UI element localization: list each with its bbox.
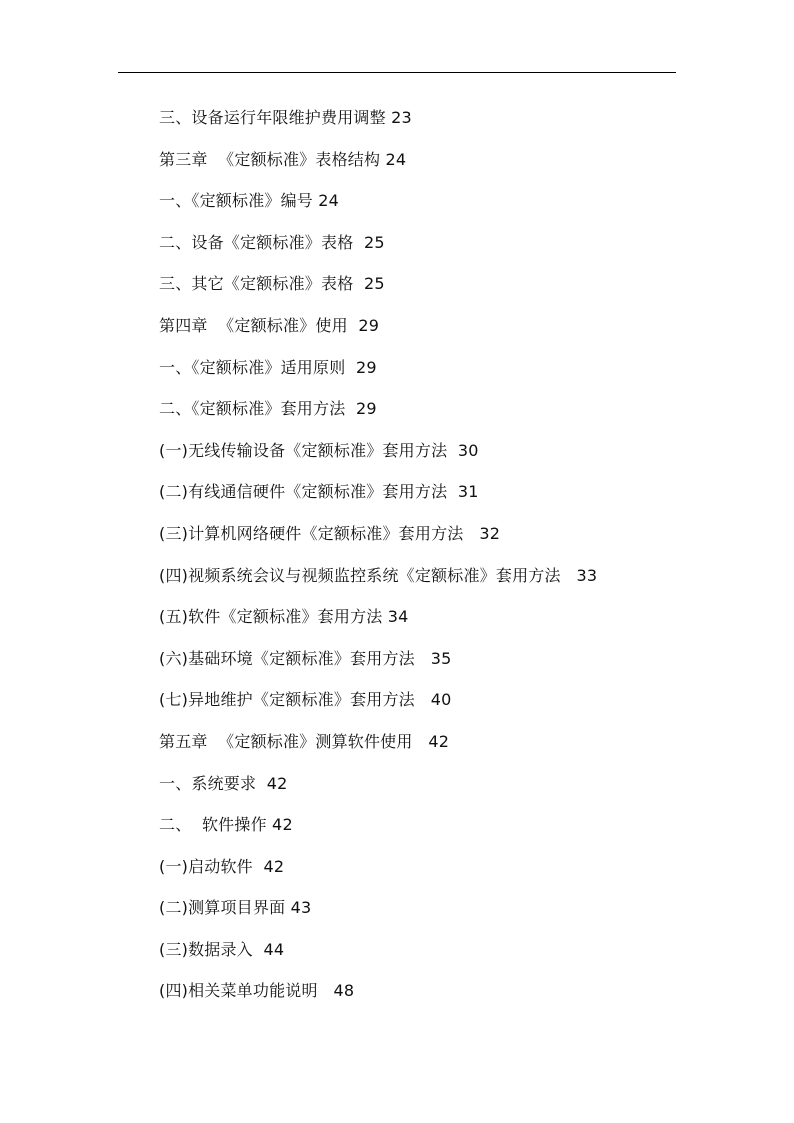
toc-entry[interactable]: 三、其它《定额标准》表格 25: [159, 274, 385, 294]
toc-entry[interactable]: (三)计算机网络硬件《定额标准》套用方法 32: [159, 523, 501, 543]
toc-entry[interactable]: (三)数据录入 44: [159, 939, 285, 959]
header-rule: [118, 72, 676, 73]
toc-entry[interactable]: (一)启动软件 42: [159, 856, 285, 876]
toc-entry[interactable]: 二、 软件操作 42: [159, 815, 293, 835]
toc-entry[interactable]: (五)软件《定额标准》套用方法 34: [159, 607, 409, 627]
toc-entry[interactable]: (二)有线通信硬件《定额标准》套用方法 31: [159, 482, 479, 502]
toc-entry[interactable]: 二、《定额标准》套用方法 29: [159, 399, 377, 419]
toc-entry[interactable]: 第三章 《定额标准》表格结构 24: [159, 149, 407, 169]
toc-entry[interactable]: (四)相关菜单功能说明 48: [159, 981, 355, 1001]
table-of-contents: [159, 97, 719, 1012]
toc-entry[interactable]: 一、《定额标准》适用原则 29: [159, 357, 377, 377]
toc-entry[interactable]: (二)测算项目界面 43: [159, 898, 312, 918]
toc-entry[interactable]: 第五章 《定额标准》测算软件使用 42: [159, 731, 450, 751]
toc-entry[interactable]: 第四章 《定额标准》使用 29: [159, 315, 380, 335]
toc-entry[interactable]: 一、《定额标准》编号 24: [159, 191, 340, 211]
toc-entry[interactable]: (一)无线传输设备《定额标准》套用方法 30: [159, 440, 479, 460]
toc-entry[interactable]: 三、设备运行年限维护费用调整 23: [159, 108, 412, 127]
toc-entry[interactable]: (七)异地维护《定额标准》套用方法 40: [159, 690, 452, 710]
toc-entry[interactable]: 二、设备《定额标准》表格 25: [159, 232, 385, 252]
toc-entry[interactable]: (六)基础环境《定额标准》套用方法 35: [159, 648, 452, 668]
toc-entry[interactable]: 一、系统要求 42: [159, 773, 288, 793]
toc-entry[interactable]: (四)视频系统会议与视频监控系统《定额标准》套用方法 33: [159, 565, 598, 585]
